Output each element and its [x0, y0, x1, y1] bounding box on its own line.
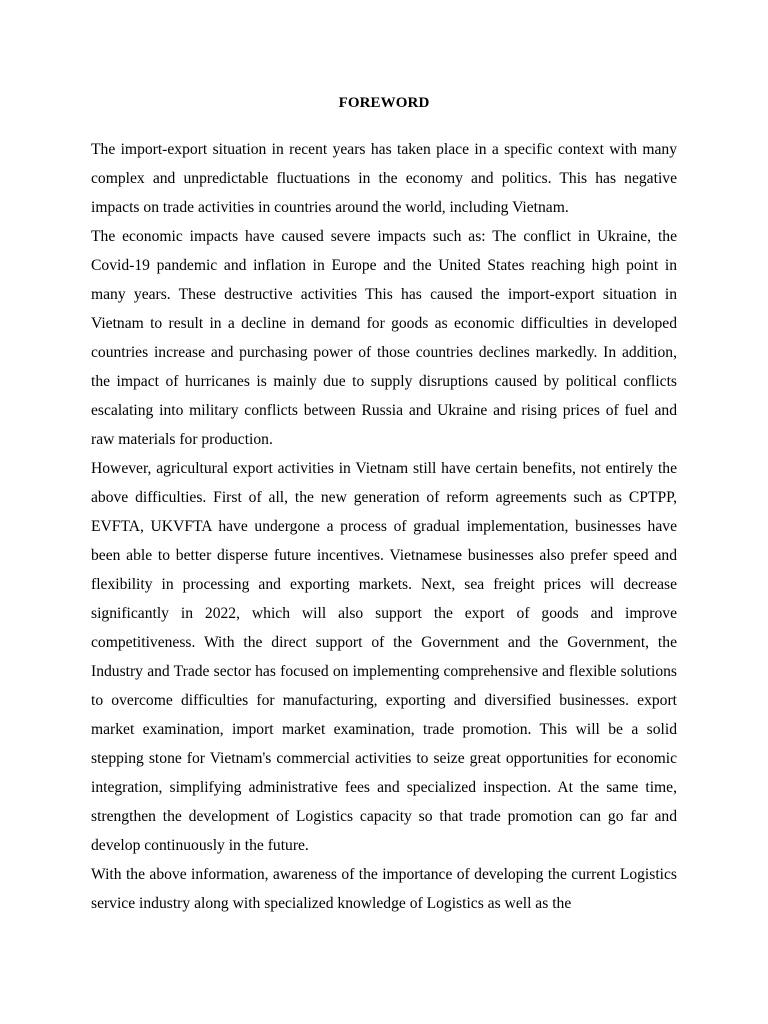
- foreword-body: [91, 135, 677, 918]
- paragraph-2: The economic impacts have caused severe impacts such as: The conflict in Ukraine, the Covid-19 pandemic and inflation in Europe and the United States reaching high point in many years. These destructive activities This has caused the import-export situation in Vietnam to result in a decline in demand for goods as economic difficulties in developed countries increase and purchasing power of those countries declines markedly. In addition, the impact of hurricanes is mainly due to supply disruptions caused by political conflicts escalating into military conflicts between Russia and Ukraine and rising prices of fuel and raw materials for production.: [91, 228, 677, 448]
- page-title: FOREWORD: [338, 95, 430, 111]
- paragraph-3: However, agricultural export activities in Vietnam still have certain benefits, not entirely the above difficulties. First of all, the new generation of reform agreements such as CPTPP, EVFTA, UKVFTA have undergone a process of gradual implementation, businesses have been able to better disperse future incentives. Vietnamese businesses also prefer speed and flexibility in processing and exporting markets. Next, sea freight prices will decrease significantly in 2022, which will also support the export of goods and improve competitiveness. With the direct support of the Government and the Government, the Industry and Trade sector has focused on implementing comprehensive and flexible solutions to overcome difficulties for manufacturing, exporting and diversified businesses. export market examination, import market examination, trade promotion. This will be a solid stepping stone for Vietnam's commercial activities to seize great opportunities for economic integration, simplifying administrative fees and specialized inspection. At the same time, strengthen the development of Logistics capacity so that trade promotion can go far and develop continuously in the future.: [91, 460, 677, 854]
- paragraph-1: The import-export situation in recent years has taken place in a specific context with many complex and unpredictable fluctuations in the economy and politics. This has negative impacts on trade activities in countries around the world, including Vietnam.: [91, 141, 677, 216]
- paragraph-4: With the above information, awareness of the importance of developing the current Logistics service industry along with specialized knowledge of Logistics as well as the: [91, 866, 677, 912]
